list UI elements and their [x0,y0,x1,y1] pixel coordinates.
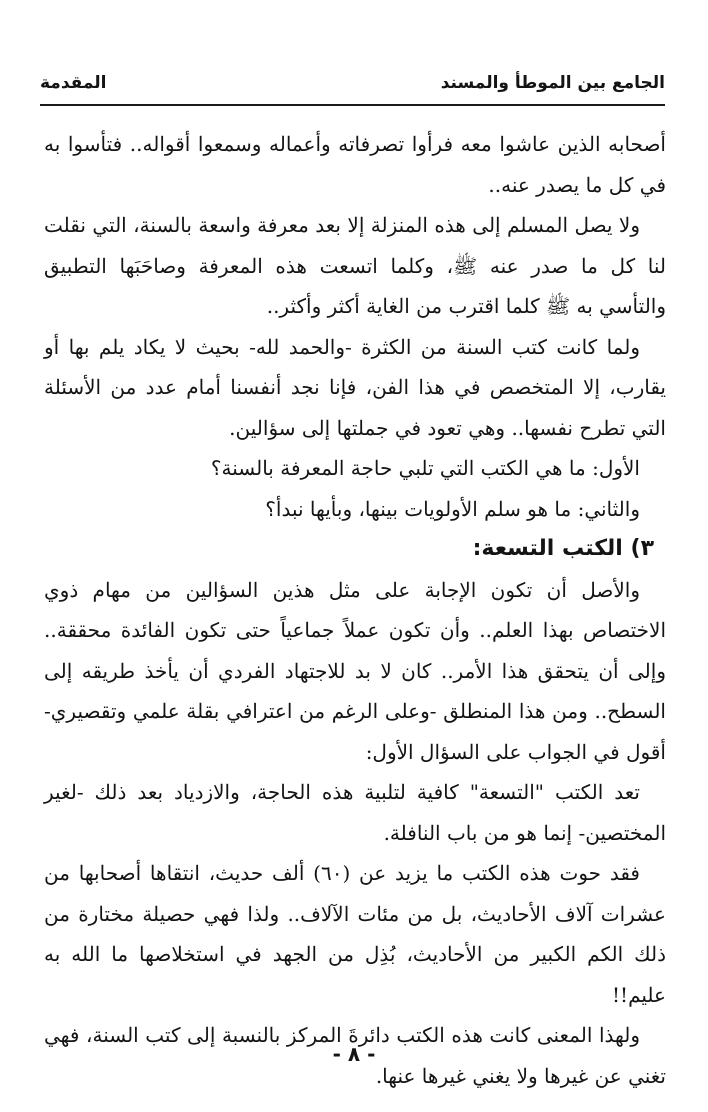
paragraph: أصحابه الذين عاشوا معه فرأوا تصرفاته وأعماله وسمعوا أقواله.. فتأسوا به في كل ما يصدر عنه.. [44,132,666,197]
section-title: المقدمة [40,73,107,93]
page-number: - ٨ - [332,1042,376,1066]
paragraph: ولهذا المعنى كانت هذه الكتب دائرةَ المركز بالنسبة إلى كتب السنة، فهي تغني عن غيرها ولا يغني غيرها عنها. [44,1023,666,1088]
question-second: والثاني: ما هو سلم الأولويات بينها، وبأيها نبدأ؟ [265,496,640,521]
book-title: الجامع بين الموطأ والمسند [440,73,665,93]
question-first: الأول: ما هي الكتب التي تلبي حاجة المعرفة بالسنة؟ [210,456,640,480]
paragraph: تعد الكتب "التسعة" كافية لتلبية هذه الحاجة، والازدياد بعد ذلك -لغير المختصين- إنما هو من باب النافلة. [44,780,666,845]
paragraph: والأصل أن تكون الإجابة على مثل هذين السؤالين من مهام ذوي الاختصاص بهذا العلم.. وأن تكون عملاً جماعياً حتى تكون الفائدة محققة.. وإلى أن يتحقق هذا الأمر.. كان لا بد للاجتهاد الفردي أن يأخذ طريقه إلى السطح.. ومن هذا المنطلق -وعلى الرغم من اعترافي بقلة علمي وتقصيري- أقول في الجواب على السؤال الأول: [44,577,667,764]
paragraph: فقد حوت هذه الكتب ما يزيد عن (٦٠) ألف حديث، انتقاها أصحابها من عشرات آلاف الأحاديث، بل من مئات الآلاف.. ولذا فهي حصيلة مختارة من ذلك الكم الكبير من الأحاديث، بُذِل من الجهد في استخلاصها ما الله به عليم!! [44,861,666,1007]
paragraph: ولا يصل المسلم إلى هذه المنزلة إلا بعد معرفة واسعة بالسنة، التي نقلت لنا كل ما صدر عنه ﷺ، وكلما اتسعت هذه المعرفة وصاحَبَها التطبيق والتأسي به ﷺ كلما اقترب من الغاية أكثر وأكثر.. [44,213,666,318]
section-heading: ٣) الكتب التسعة: [472,536,654,561]
header-rule [40,104,665,106]
running-header [40,66,665,100]
page-body [44,124,666,1096]
paragraph: ولما كانت كتب السنة من الكثرة -والحمد لله- بحيث لا يكاد يلم بها أو يقارب، إلا المتخصص في هذا الفن، فإنا نجد أنفسنا أمام عدد من الأسئلة التي تطرح نفسها.. وهي تعود في جملتها إلى سؤالين. [44,334,666,440]
